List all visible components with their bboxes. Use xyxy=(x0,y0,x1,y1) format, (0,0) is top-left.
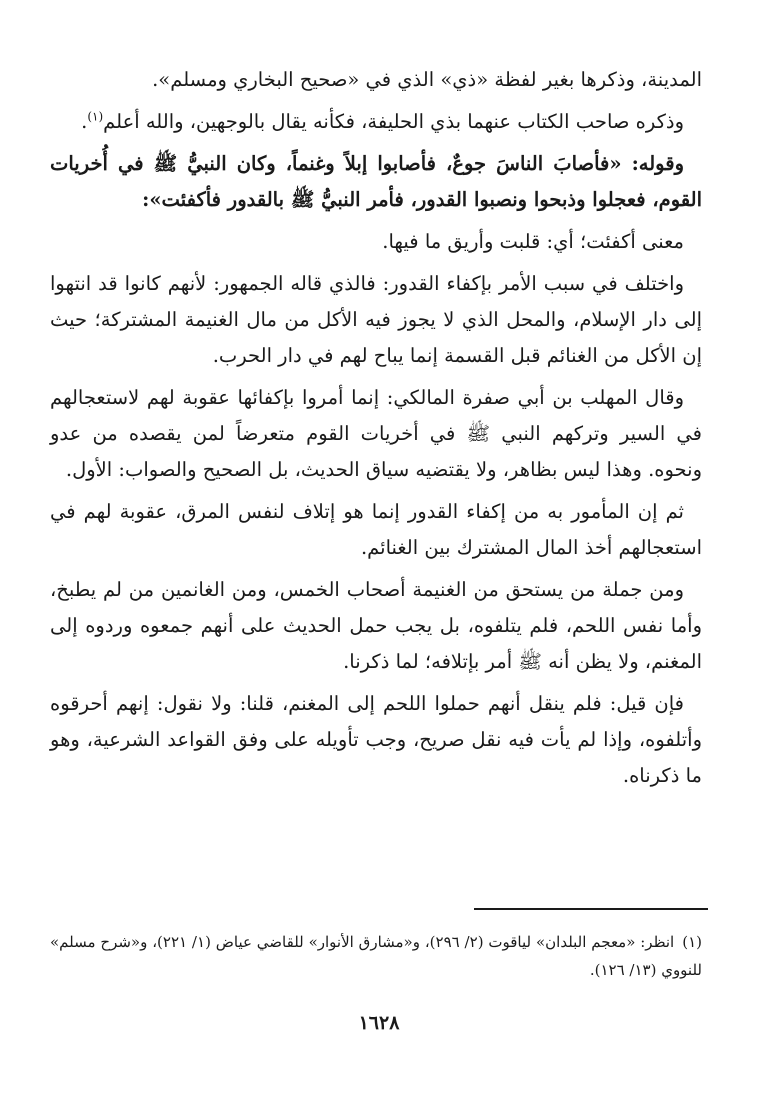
paragraph-2: وذكره صاحب الكتاب عنهما بذي الحليفة، فكأنه يقال بالوجهين، والله أعلم$^{(١)}$. xyxy=(81,109,684,133)
footnote-number: (١) xyxy=(682,933,703,951)
footnotes xyxy=(50,928,702,984)
paragraph-5: واختلف في سبب الأمر بإكفاء القدور: فالذي قاله الجمهور: لأنهم كانوا قد انتهوا إلى دار الإسلام، والمحل الذي لا يجوز فيه الأكل من مال الغنيمة المشتركة؛ حيث إن الأكل من الغنائم قبل القسمة إنما يباح لهم في دار الحرب. xyxy=(50,272,702,367)
paragraph-6: وقال المهلب بن أبي صفرة المالكي: إنما أمروا بإكفائها عقوبة لهم لاستعجالهم في السير وتركهم النبي ﷺ في أخريات القوم متعرضاً لمن يقصده من عدو ونحوه. وهذا ليس بظاهر، ولا يقتضيه سياق الحديث، بل الصحيح والصواب: الأول. xyxy=(50,386,702,481)
paragraph-8: ومن جملة من يستحق من الغنيمة أصحاب الخمس، ومن الغانمين من لم يطبخ، وأما نفس اللحم، فلم يتلفوه، بل يجب حمل الحديث على أنهم جمعوه وردوه إلى المغنم، ولا يظن أنه ﷺ أمر بإتلافه؛ لما ذكرنا. xyxy=(50,578,702,673)
main-text xyxy=(50,62,702,800)
paragraph-9: فإن قيل: فلم ينقل أنهم حملوا اللحم إلى المغنم، قلنا: ولا نقول: إنهم أحرقوه وأتلفوه، وإذا لم يأت فيه نقل صريح، وجب تأويله على وفق القواعد الشرعية، وهو ما ذكرناه. xyxy=(50,692,702,787)
paragraph-1: المدينة، وذكرها بغير لفظة «ذي» الذي في «صحيح البخاري ومسلم». xyxy=(152,68,702,91)
paragraph-4: معنى أكفئت؛ أي: قلبت وأريق ما فيها. xyxy=(382,230,684,253)
footnote-divider xyxy=(474,908,708,910)
footnote-text: انظر: «معجم البلدان» لياقوت (٢/ ٢٩٦)، و«مشارق الأنوار» للقاضي عياض (١/ ٢٢١)، و«شرح مسلم» للنووي (١٣/ ١٢٦). xyxy=(50,933,702,979)
paragraph-3-hadith-quote: وقوله: «فأصابَ الناسَ جوعٌ، فأصابوا إبلاً وغنماً، وكان النبيُّ ﷺ في أُخريات القوم، فعجلوا وذبحوا ونصبوا القدور، فأمر النبيُّ ﷺ بالقدور فأكفئت»: xyxy=(50,152,702,211)
footnote-reference[interactable]: (١) xyxy=(87,109,104,124)
paragraph-7: ثم إن المأمور به من إكفاء القدور إنما هو إتلاف لنفس المرق، عقوبة لهم في استعجالهم أخذ المال المشترك بين الغنائم. xyxy=(50,500,702,559)
page-number: ١٦٢٨ xyxy=(358,1012,400,1034)
